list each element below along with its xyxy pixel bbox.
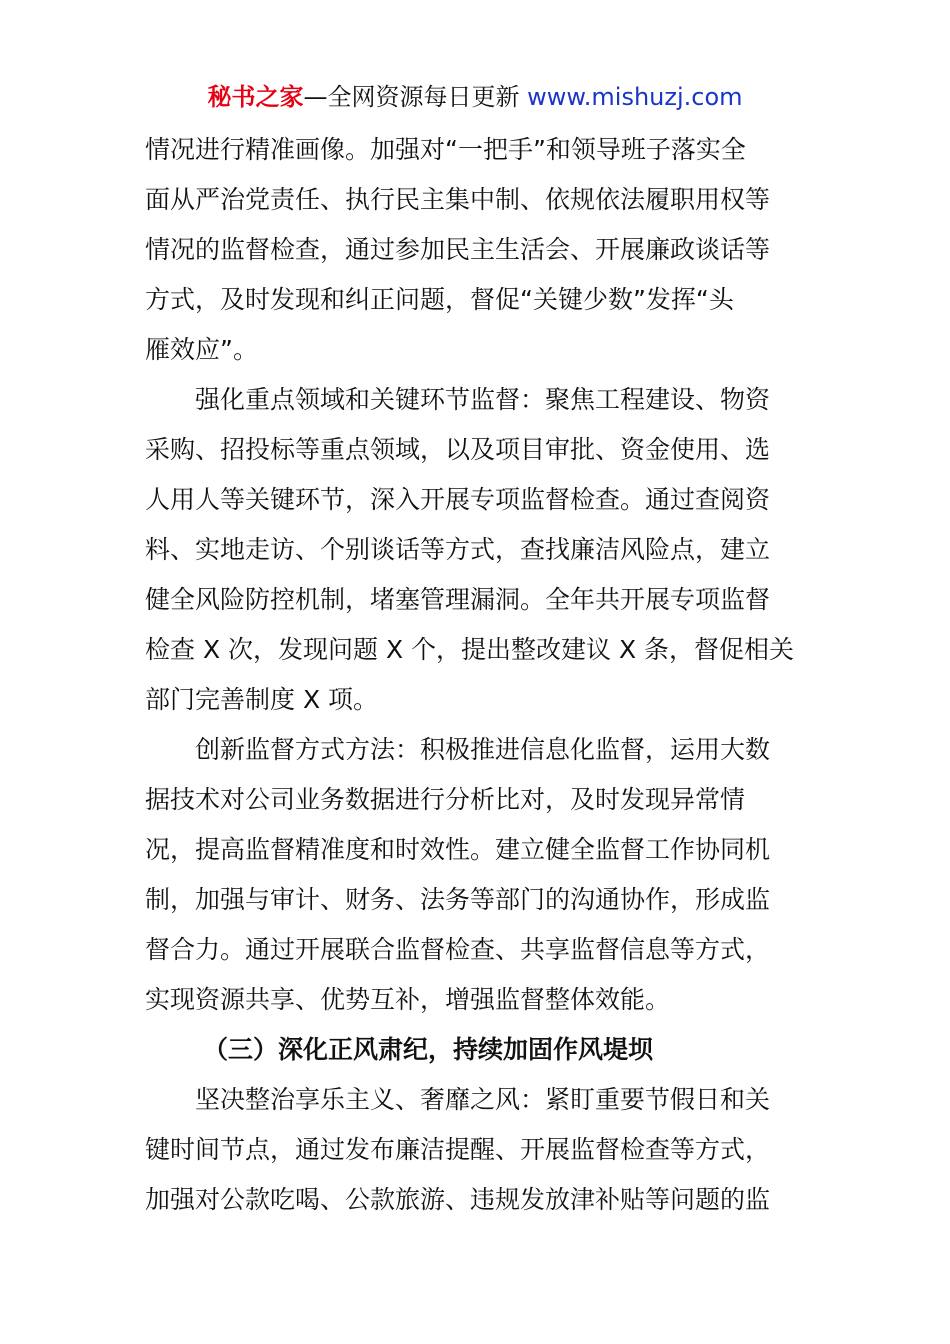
paragraph-start-line: 强化重点领域和关键环节监督：聚焦工程建设、物资 bbox=[195, 385, 771, 414]
text-line: 部门完善制度 X 项。 bbox=[145, 685, 379, 714]
text-line: 督合力。通过开展联合监督检查、共享监督信息等方式， bbox=[145, 935, 771, 964]
text-line: 雁效应”。 bbox=[145, 335, 258, 364]
text-line: 情况的监督检查，通过参加民主生活会、开展廉政谈话等 bbox=[145, 235, 771, 264]
site-url-link[interactable]: www.mishuzj.com bbox=[527, 83, 743, 111]
document-body bbox=[145, 125, 810, 1225]
text-line: 料、实地走访、个别谈话等方式，查找廉洁风险点，建立 bbox=[145, 535, 771, 564]
text-line: 键时间节点，通过发布廉洁提醒、开展监督检查等方式， bbox=[145, 1135, 771, 1164]
text-line: 加强对公款吃喝、公款旅游、违规发放津补贴等问题的监 bbox=[145, 1185, 771, 1214]
site-tagline: —全网资源每日更新 bbox=[303, 83, 528, 111]
text-line: 健全风险防控机制，堵塞管理漏洞。全年共开展专项监督 bbox=[145, 585, 771, 614]
paragraph-start-line: 创新监督方式方法：积极推进信息化监督，运用大数 bbox=[195, 735, 771, 764]
text-line: 采购、招投标等重点领域，以及项目审批、资金使用、选 bbox=[145, 435, 771, 464]
section-heading: （三）深化正风肃纪，持续加固作风堤坝 bbox=[203, 1035, 654, 1064]
paragraph-start-line: 坚决整治享乐主义、奢靡之风：紧盯重要节假日和关 bbox=[195, 1085, 771, 1114]
text-line: 情况进行精准画像。加强对“一把手”和领导班子落实全 bbox=[145, 135, 746, 164]
site-header bbox=[0, 80, 950, 114]
text-line: 制，加强与审计、财务、法务等部门的沟通协作，形成监 bbox=[145, 885, 771, 914]
text-line: 实现资源共享、优势互补，增强监督整体效能。 bbox=[145, 985, 671, 1014]
text-line: 方式，及时发现和纠正问题，督促“关键少数”发挥“头 bbox=[145, 285, 734, 314]
site-brand: 秘书之家 bbox=[207, 83, 304, 111]
text-line: 检查 X 次，发现问题 X 个，提出整改建议 X 条，督促相关 bbox=[145, 635, 795, 664]
text-line: 据技术对公司业务数据进行分析比对，及时发现异常情 bbox=[145, 785, 746, 814]
text-line: 面从严治党责任、执行民主集中制、依规依法履职用权等 bbox=[145, 185, 771, 214]
text-line: 人用人等关键环节，深入开展专项监督检查。通过查阅资 bbox=[145, 485, 771, 514]
text-line: 况，提高监督精准度和时效性。建立健全监督工作协同机 bbox=[145, 835, 771, 864]
